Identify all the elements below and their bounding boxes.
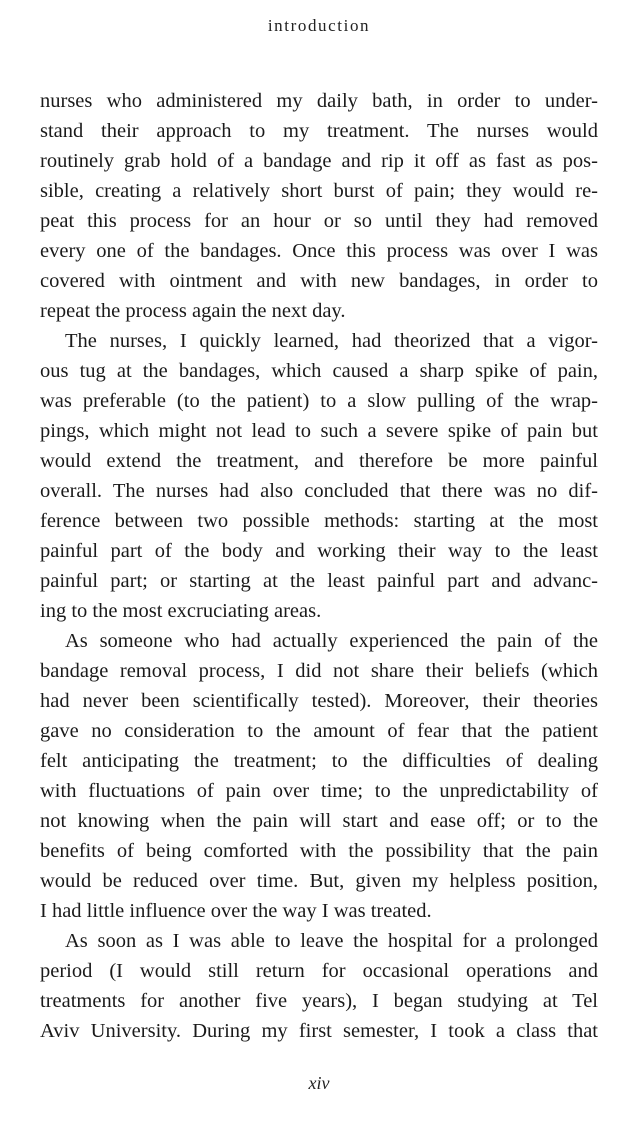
text-line: As someone who had actually experienced the pain of the (65, 630, 598, 652)
text-line: sible, creating a relatively short burst of pain; they would re- (40, 180, 598, 202)
text-line: I had little influence over the way I was treated. (40, 900, 432, 922)
text-line: Aviv University. During my first semester, I took a class that (40, 1020, 598, 1042)
text-line: felt anticipating the treatment; to the difficulties of dealing (40, 750, 598, 772)
paragraph (40, 926, 598, 1046)
text-line: not knowing when the pain will start and ease off; or to the (40, 810, 598, 832)
text-line: pings, which might not lead to such a severe spike of pain but (40, 420, 598, 442)
text-line: bandage removal process, I did not share their beliefs (which (40, 660, 598, 682)
paragraph (40, 326, 598, 626)
text-line: benefits of being comforted with the possibility that the pain (40, 840, 598, 862)
text-line: treatments for another five years), I began studying at Tel (40, 990, 598, 1012)
text-line: with fluctuations of pain over time; to the unpredictability of (40, 780, 598, 802)
text-line: routinely grab hold of a bandage and rip it off as fast as pos- (40, 150, 598, 172)
text-line: every one of the bandages. Once this process was over I was (40, 240, 598, 262)
text-line: had never been scientifically tested). Moreover, their theories (40, 690, 598, 712)
text-line: would extend the treatment, and therefore be more painful (40, 450, 598, 472)
page-number: xiv (308, 1073, 330, 1093)
text-line: would be reduced over time. But, given my helpless position, (40, 870, 598, 892)
text-line: peat this process for an hour or so until they had removed (40, 210, 598, 232)
text-line: covered with ointment and with new bandages, in order to (40, 270, 598, 292)
text-line: nurses who administered my daily bath, in order to under- (40, 90, 598, 112)
text-line: was preferable (to the patient) to a slow pulling of the wrap- (40, 390, 598, 412)
text-line: period (I would still return for occasional operations and (40, 960, 598, 982)
text-line: As soon as I was able to leave the hospital for a prolonged (65, 930, 598, 952)
paragraph (40, 626, 598, 926)
text-line: gave no consideration to the amount of fear that the patient (40, 720, 598, 742)
text-line: repeat the process again the next day. (40, 300, 346, 322)
text-line: painful part of the body and working their way to the least (40, 540, 598, 562)
text-line: The nurses, I quickly learned, had theorized that a vigor- (65, 330, 598, 352)
text-line: ference between two possible methods: starting at the most (40, 510, 598, 532)
text-line: overall. The nurses had also concluded that there was no dif- (40, 480, 598, 502)
text-line: ous tug at the bandages, which caused a sharp spike of pain, (40, 360, 598, 382)
text-line: ing to the most excruciating areas. (40, 600, 322, 622)
paragraph (40, 86, 598, 326)
running-head: introduction (267, 16, 371, 35)
body-text (40, 86, 598, 1046)
text-line: stand their approach to my treatment. The nurses would (40, 120, 598, 142)
text-line: painful part; or starting at the least painful part and advanc- (40, 570, 598, 592)
